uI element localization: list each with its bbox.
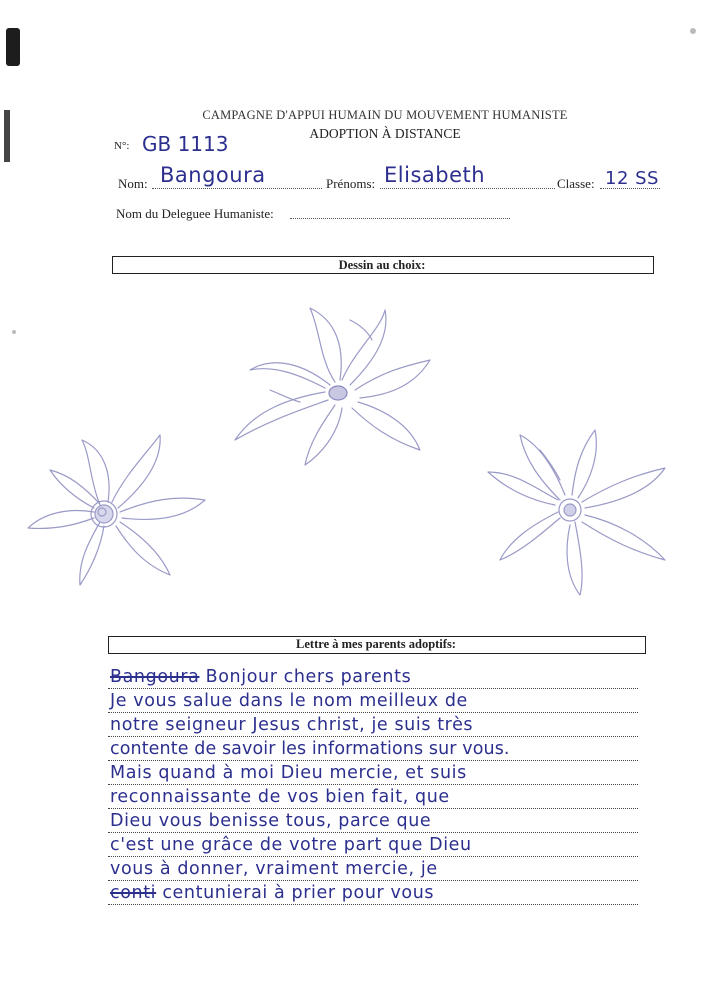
letter-line-3: notre seigneur Jesus christ, je suis très: [110, 715, 474, 735]
letter-line-9: vous à donner, vraiment mercie, je: [110, 859, 438, 879]
number-value: GB 1113: [142, 132, 229, 156]
writing-line: [108, 712, 638, 713]
scan-speck: [12, 330, 16, 334]
delegue-label: Nom du Deleguee Humaniste:: [116, 206, 274, 221]
writing-line: [108, 688, 638, 689]
nom-value: Bangoura: [160, 163, 266, 187]
writing-line: [108, 856, 638, 857]
classe-label: Classe:: [557, 176, 595, 191]
classe-value: 12 SS: [605, 168, 659, 189]
number-label: N°:: [114, 140, 130, 152]
campaign-title: CAMPAGNE D'APPUI HUMAIN DU MOUVEMENT HUMANISTE: [202, 108, 568, 122]
letter-text: Bonjour chers parents: [205, 667, 412, 687]
struck-word: Bangoura: [110, 667, 200, 687]
prenoms-label: Prénoms:: [326, 176, 376, 191]
flower-right: [488, 430, 665, 595]
delegue-dots: [290, 218, 510, 219]
flower-left: [28, 435, 205, 585]
letter-line-5: Mais quand à moi Dieu mercie, et suis: [110, 763, 467, 783]
writing-line: [108, 808, 638, 809]
flower-drawing: [20, 290, 700, 620]
prenoms-value: Elisabeth: [384, 163, 486, 187]
scan-edge-mark: [4, 110, 10, 162]
prenoms-dots: [380, 188, 555, 189]
nom-dots: [152, 188, 322, 189]
writing-line: [108, 904, 638, 905]
letter-line-8: c'est une grâce de votre part que Dieu: [110, 835, 472, 855]
writing-line: [108, 760, 638, 761]
adoption-subtitle: ADOPTION À DISTANCE: [309, 126, 461, 141]
writing-line: [108, 832, 638, 833]
flower-top: [235, 308, 430, 465]
struck-word: conti: [110, 883, 157, 903]
letter-text: centunierai à prier pour vous: [162, 883, 435, 903]
letter-header-label: Lettre à mes parents adoptifs:: [296, 637, 456, 651]
writing-line: [108, 880, 638, 881]
letter-line-4: contente de savoir les informations sur vous.: [110, 739, 510, 759]
letter-line-2: Je vous salue dans le nom meilleux de: [110, 691, 468, 711]
writing-line: [108, 736, 638, 737]
letter-line-10: [110, 882, 434, 904]
letter-line-1: [110, 666, 411, 688]
drawing-header-label: Dessin au choix:: [338, 258, 426, 272]
nom-label: Nom:: [118, 176, 148, 191]
scan-punch-mark: [6, 28, 20, 66]
scan-speck: [690, 28, 696, 34]
letter-line-7: Dieu vous benisse tous, parce que: [110, 811, 432, 831]
letter-line-6: reconnaissante de vos bien fait, que: [110, 787, 450, 807]
writing-line: [108, 784, 638, 785]
